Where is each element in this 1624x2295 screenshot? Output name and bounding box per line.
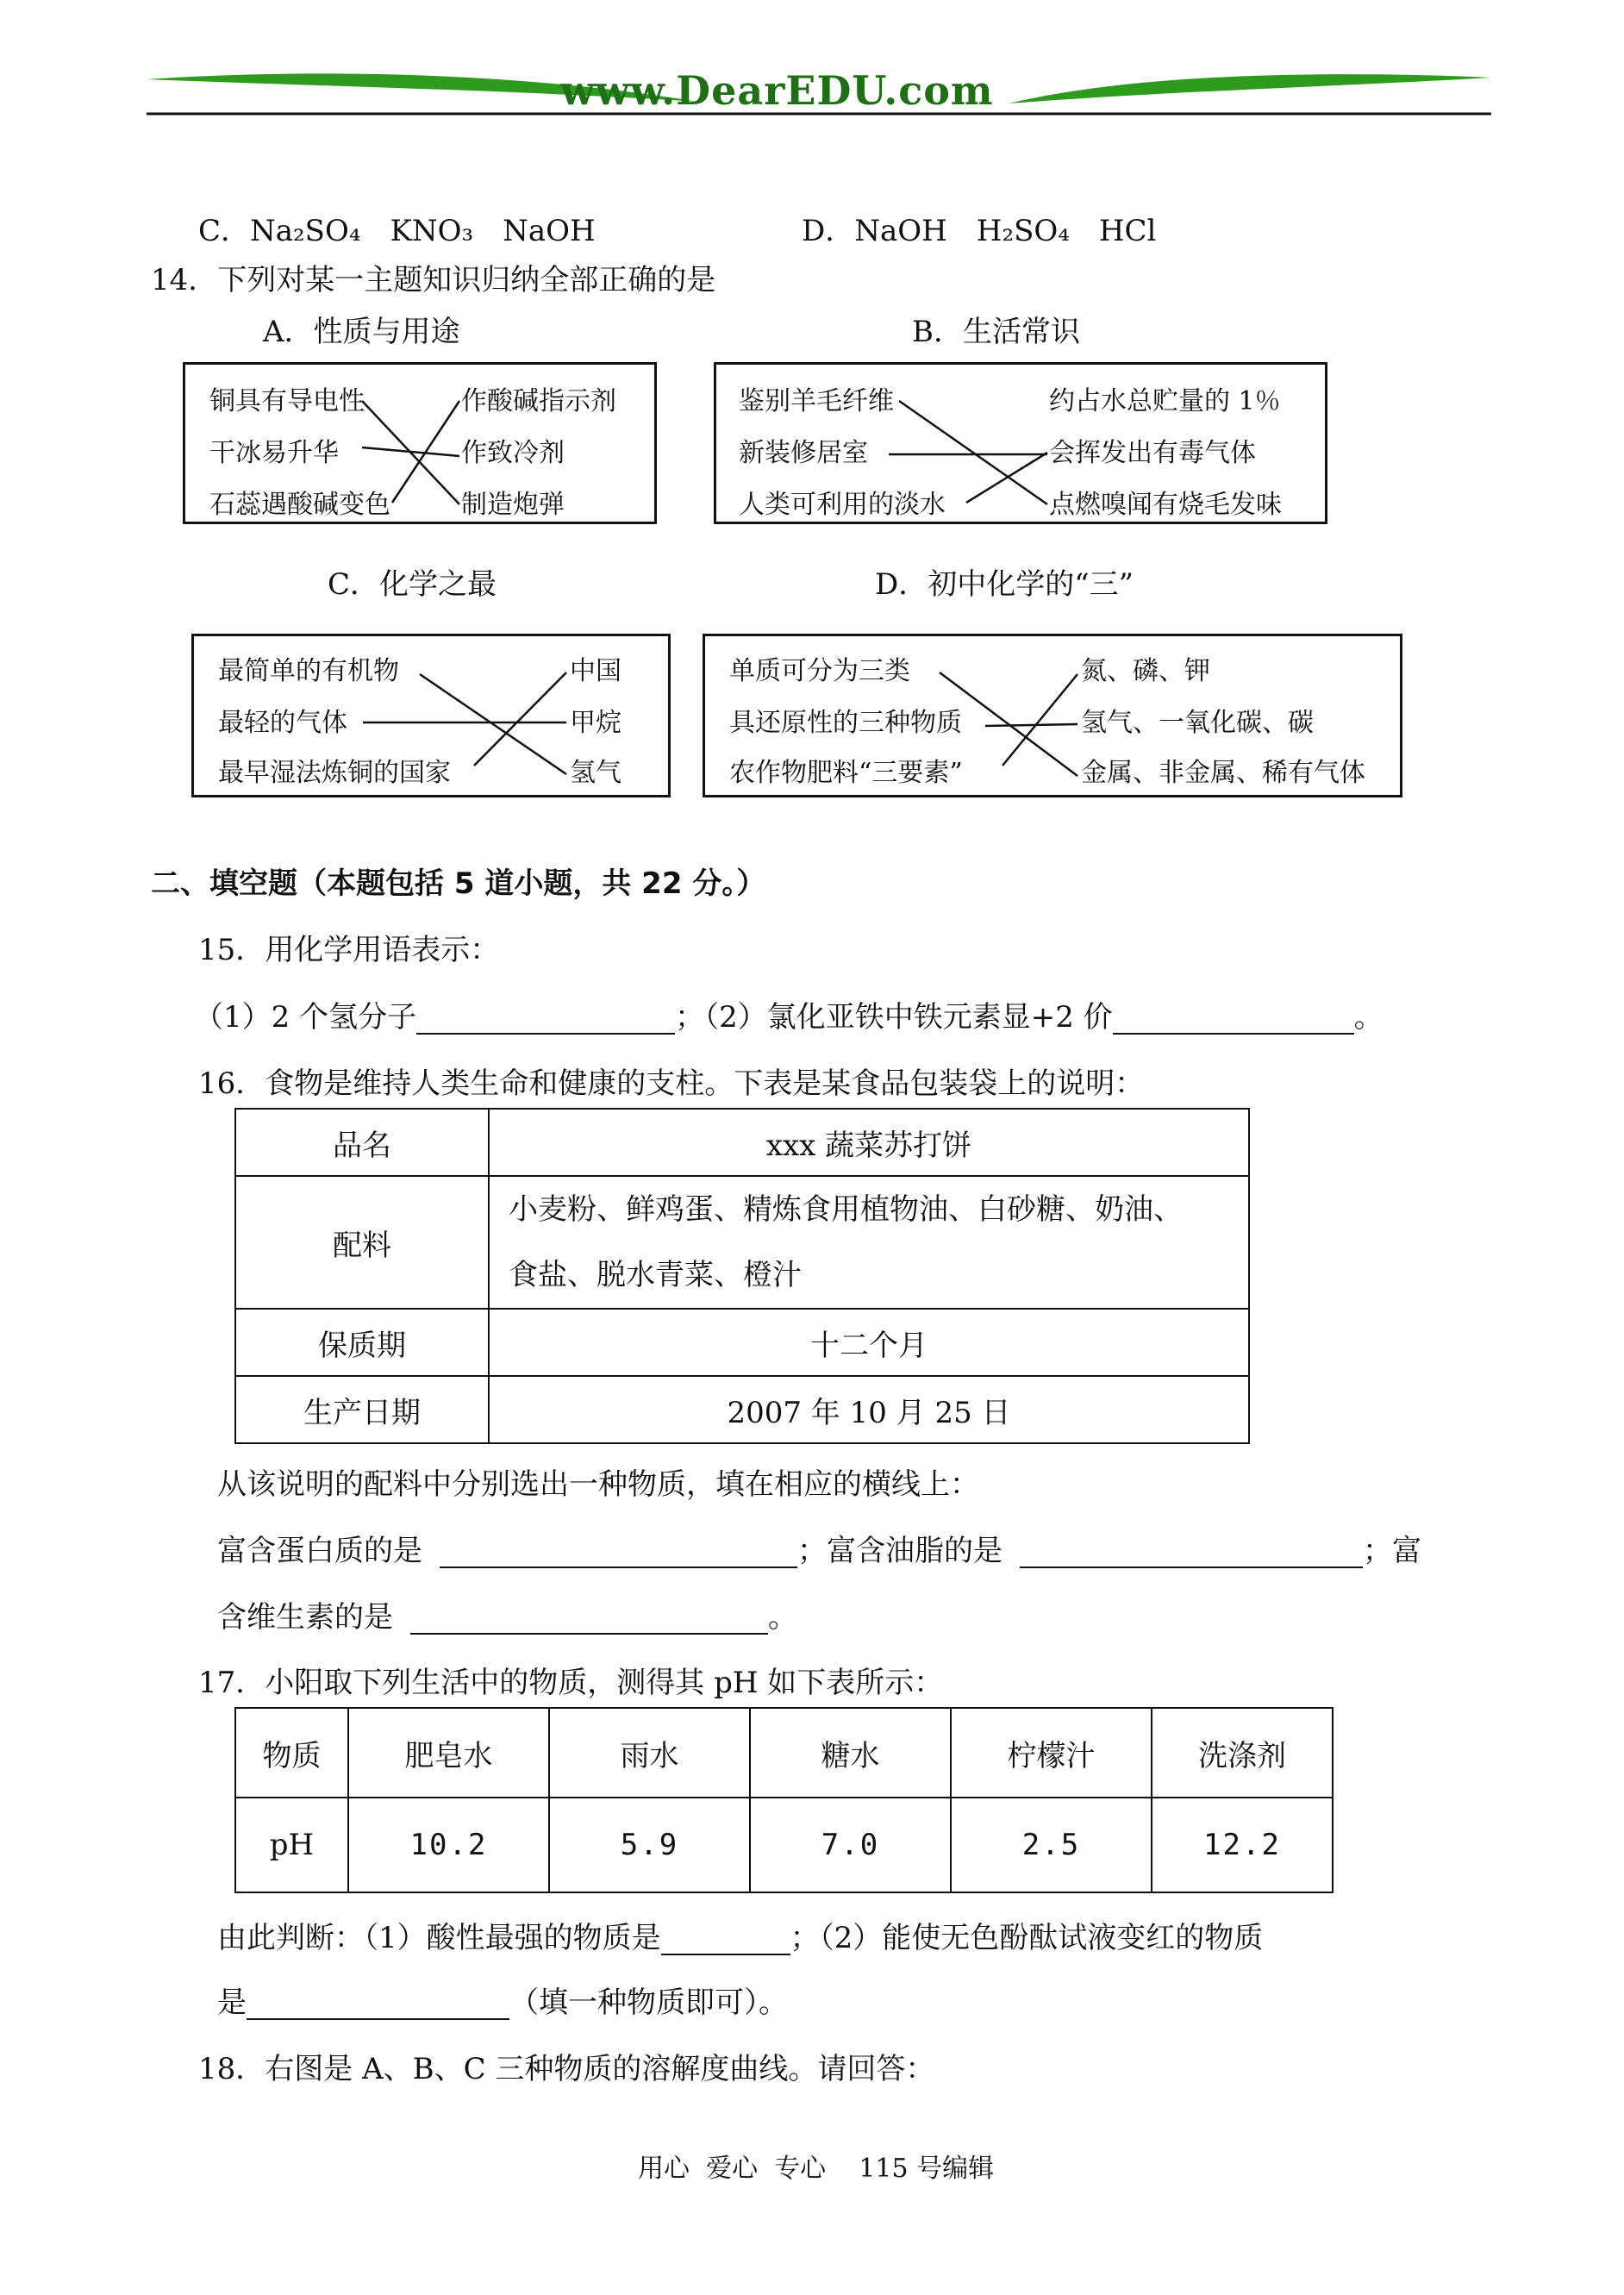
q15-line [194, 1000, 1384, 1035]
q14-d-left-2: 具还原性的三种物质 [729, 708, 962, 738]
q16-answer-line-1 [217, 1534, 1421, 1568]
ph-row-label: pH [235, 1798, 348, 1892]
food-label-name: 品名 [235, 1109, 489, 1176]
q15-blank-1[interactable] [416, 1004, 675, 1035]
q16-stem: 16．食物是维持人类生命和健康的支柱。下表是某食品包装袋上的说明： [198, 1066, 1145, 1101]
food-value-ingredients [489, 1176, 1249, 1309]
q17-judge-2: ；（2）能使无色酚酞试液变红的物质 [790, 1921, 1264, 1955]
ph-header-lemon-juice: 柠檬汁 [951, 1708, 1152, 1798]
food-label-production-date: 生产日期 [235, 1376, 489, 1443]
q14-c-box [191, 634, 671, 797]
q14-a-title: A．性质与用途 [263, 315, 460, 349]
q14-a-left-3: 石蕊遇酸碱变色 [209, 490, 390, 520]
ph-value-sugar-water: 7.0 [750, 1798, 951, 1892]
ph-header-detergent: 洗涤剂 [1152, 1708, 1333, 1798]
q16-vitamin-blank[interactable] [410, 1604, 768, 1635]
q14-d-connector-lines [705, 636, 1402, 797]
q16-rich-end: ；富 [1363, 1534, 1421, 1568]
q14-c-left-2: 最轻的气体 [218, 708, 347, 738]
q15-part1: （1）2 个氢分子 [194, 1000, 417, 1035]
q14-c-right-3: 氢气 [570, 758, 621, 788]
ph-value-soap-water: 10.2 [348, 1798, 549, 1892]
q17-stem: 17．小阳取下列生活中的物质，测得其 pH 如下表所示： [198, 1666, 944, 1700]
q14-stem: 14．下列对某一主题知识归纳全部正确的是 [151, 263, 716, 297]
ph-value-rain-water: 5.9 [549, 1798, 750, 1892]
q14-b-right-2: 会挥发出有毒气体 [1049, 438, 1256, 468]
q14-b-title: B．生活常识 [912, 315, 1080, 349]
ph-header-sugar-water: 糖水 [750, 1708, 951, 1798]
q16-protein-label: 富含蛋白质的是 [217, 1534, 422, 1568]
food-value-shelf-life: 十二个月 [489, 1309, 1249, 1376]
ingredients-line-1: 小麦粉、鲜鸡蛋、精炼食用植物油、白砂糖、奶油、 [509, 1192, 1183, 1227]
ph-header-rain-water: 雨水 [549, 1708, 750, 1798]
ph-value-detergent: 12.2 [1152, 1798, 1333, 1892]
food-value-name: xxx 蔬菜苏打饼 [489, 1109, 1249, 1176]
q14-d-left-3: 农作物肥料“三要素” [729, 758, 963, 788]
q14-c-left-3: 最早湿法炼铜的国家 [218, 758, 451, 788]
q14-a-right-2: 作致冷剂 [461, 438, 565, 468]
food-label-ingredients: 配料 [235, 1176, 489, 1309]
page-footer: 用心 爱心 专心 115 号编辑 [638, 2154, 995, 2184]
option-c-prev: C．Na₂SO₄ KNO₃ NaOH [198, 214, 596, 248]
ph-header-substance: 物质 [235, 1708, 348, 1798]
section-2-title: 二、填空题（本题包括 5 道小题，共 22 分。） [151, 866, 766, 901]
q14-a-connector-lines [185, 365, 657, 524]
ph-value-lemon-juice: 2.5 [951, 1798, 1152, 1892]
ph-header-soap-water: 肥皂水 [348, 1708, 549, 1798]
q17-blank-2[interactable] [247, 1989, 509, 2020]
q14-b-left-1: 鉴别羊毛纤维 [739, 386, 894, 416]
q14-c-right-1: 中国 [570, 656, 621, 686]
q15-part2: ；（2）氯化亚铁中铁元素显+2 价 [675, 1000, 1113, 1035]
ingredients-line-2: 食盐、脱水青菜、橙汁 [509, 1258, 802, 1292]
q16-end: 。 [768, 1600, 797, 1635]
q14-b-left-3: 人类可利用的淡水 [739, 490, 946, 520]
q17-judge-line-2 [217, 1985, 788, 2020]
site-logo-text: www.DearEDU.com [560, 67, 994, 114]
q17-blank-1[interactable] [661, 1924, 790, 1955]
q14-d-box [703, 634, 1402, 797]
q17-judge-4: （填一种物质即可）。 [509, 1985, 788, 2020]
option-d-prev: D．NaOH H₂SO₄ HCl [802, 214, 1157, 248]
q16-vitamin-label: 含维生素的是 [217, 1600, 393, 1635]
q16-answer-line-2 [217, 1600, 797, 1635]
q14-c-left-1: 最简单的有机物 [218, 656, 399, 686]
q16-food-table [234, 1108, 1250, 1444]
q14-a-right-3: 制造炮弹 [461, 490, 565, 520]
q18-stem: 18．右图是 A、B、C 三种物质的溶解度曲线。请回答： [198, 2052, 935, 2086]
q14-d-left-1: 单质可分为三类 [729, 656, 910, 686]
q16-instruction: 从该说明的配料中分别选出一种物质，填在相应的横线上： [217, 1467, 979, 1502]
q16-protein-blank[interactable] [440, 1537, 797, 1568]
q17-judge-1: 由此判断：（1）酸性最强的物质是 [217, 1921, 661, 1955]
q14-d-right-3: 金属、非金属、稀有气体 [1081, 758, 1365, 788]
q14-c-connector-lines [194, 636, 671, 797]
q14-b-box [714, 362, 1327, 524]
q17-judge-3: 是 [217, 1985, 247, 2020]
q14-d-right-2: 氢气、一氧化碳、碳 [1081, 708, 1314, 738]
q14-d-title: D．初中化学的“三” [875, 567, 1134, 602]
q14-a-right-1: 作酸碱指示剂 [461, 386, 616, 416]
q14-b-right-3: 点燃嗅闻有烧毛发味 [1049, 490, 1282, 520]
q14-a-left-1: 铜具有导电性 [209, 386, 365, 416]
q14-c-title: C．化学之最 [328, 567, 497, 602]
q14-b-right-1: 约占水总贮量的 1％ [1049, 386, 1281, 416]
q16-fat-blank[interactable] [1020, 1537, 1363, 1568]
q14-d-right-1: 氮、磷、钾 [1081, 656, 1210, 686]
header-banner [147, 60, 1491, 129]
q14-c-right-2: 甲烷 [570, 708, 621, 738]
q15-stem: 15．用化学用语表示： [198, 933, 500, 967]
q17-ph-table [234, 1707, 1334, 1893]
food-value-production-date: 2007 年 10 月 25 日 [489, 1376, 1249, 1443]
food-label-shelf-life: 保质期 [235, 1309, 489, 1376]
q15-end: 。 [1353, 1000, 1384, 1035]
q14-a-box [183, 362, 657, 524]
q15-blank-2[interactable] [1113, 1004, 1354, 1035]
q14-a-left-2: 干冰易升华 [209, 438, 339, 468]
q16-fat-label: ；富含油脂的是 [797, 1534, 1003, 1568]
q14-b-connector-lines [716, 365, 1327, 524]
q14-b-left-2: 新装修居室 [739, 438, 868, 468]
q17-judge-line-1 [217, 1921, 1263, 1955]
